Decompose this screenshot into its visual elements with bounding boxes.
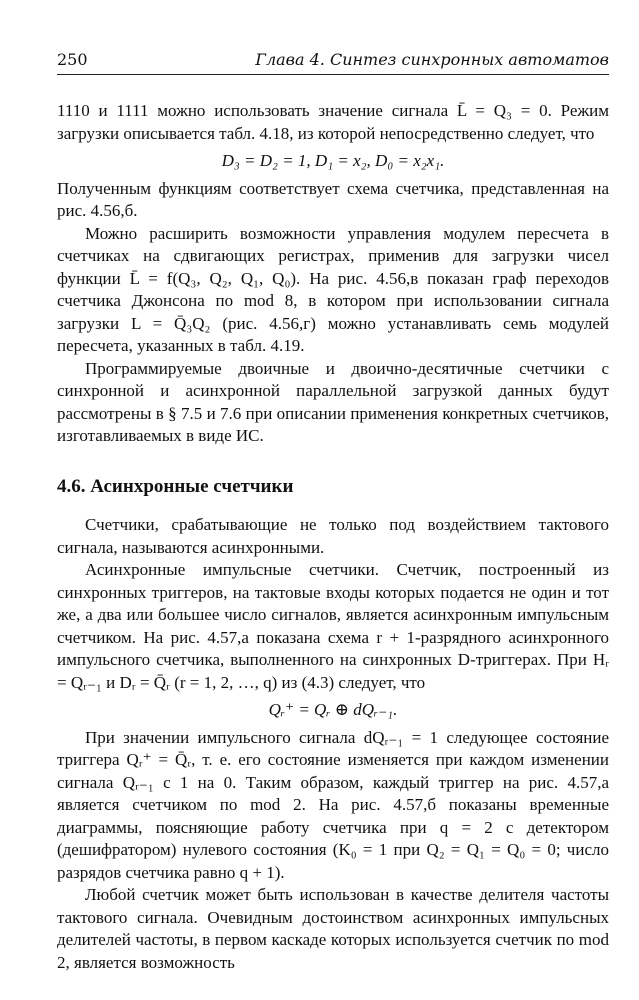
formula: Qᵣ⁺ = Qᵣ ⊕ dQᵣ₋₁.: [268, 700, 398, 719]
chapter-title: Глава 4. Синтез синхронных автоматов: [255, 50, 609, 69]
page-number: 250: [57, 50, 88, 69]
paragraph: При значении импульсного сигнала dQᵣ₋₁ = 1 следующее состояние триггера Qᵣ⁺ = Q̄ᵣ, т. е. его состояние изменяется при каждом изменении сигнала Qᵣ₋₁ с 1 на 0. Таким образом, каждый триггер на рис. 4.57,а является счетчиком по mod 2. На рис. 4.57,б показаны временные диаграммы, поясняющие работу счетчика при q = 2 с детектором (дешифратором) нулевого состояния (K₀ = 1 при Q₂ = Q₁ = Q₀ = 0; число разрядов счетчика равно q + 1).: [57, 727, 609, 882]
section-title: 4.6. Асинхронные счетчики: [57, 475, 294, 497]
paragraph: Асинхронные импульсные счетчики. Счетчик, построенный из синхронных триггеров, на тактовые входы которых подается не один и тот же, а два или большее число сигналов, является асинхронным импульсным счетчиком. На рис. 4.57,а показана схема r + 1-разрядного асинхронного импульсного счетчика, выполненного на синхронных D-триггерах. При Hᵣ = Qᵣ₋₁ и Dᵣ = Q̄ᵣ (r = 1, 2, …, q) из (4.3) следует, что: [57, 560, 609, 692]
body-text: [57, 100, 609, 974]
paragraph: Счетчики, срабатывающие не только под воздействием тактового сигнала, называются асинхронными.: [57, 515, 609, 557]
paragraph: Программируемые двоичные и двоично-десятичные счетчики с синхронной и асинхронной параллельной загрузкой данных будут рассмотрены в § 7.5 и 7.6 при описании применения конкретных счетчиков, изготавливаемых в виде ИС.: [57, 358, 609, 445]
paragraph: Можно расширить возможности управления модулем пересчета в счетчиках на сдвигающих регистрах, применив для загрузки чисел функции L̄ = f(Q₃, Q₂, Q₁, Q₀). На рис. 4.56,в показан граф переходов счетчика Джонсона по mod 8, в котором при использовании сигнала загрузки L = Q̄₃Q₂ (рис. 4.56,г) можно устанавливать семь модулей пересчета, указанных в табл. 4.19.: [57, 223, 609, 355]
formula: D₃ = D₂ = 1, D₁ = x₂, D₀ = x₂x₁.: [221, 151, 445, 170]
paragraph: Любой счетчик может быть использован в качестве делителя частоты тактового сигнала. Очевидным достоинством асинхронных импульсных делителей частоты, в первом каскаде которых используется счетчик по mod 2, является возможность: [57, 885, 609, 972]
paragraph: Полученным функциям соответствует схема счетчика, представленная на рис. 4.56,б.: [57, 178, 609, 220]
running-header: [57, 44, 609, 75]
paragraph: 1110 и 1111 можно использовать значение сигнала L̄ = Q₃ = 0. Режим загрузки описывается табл. 4.18, из которой непосредственно следует, что: [57, 101, 609, 143]
